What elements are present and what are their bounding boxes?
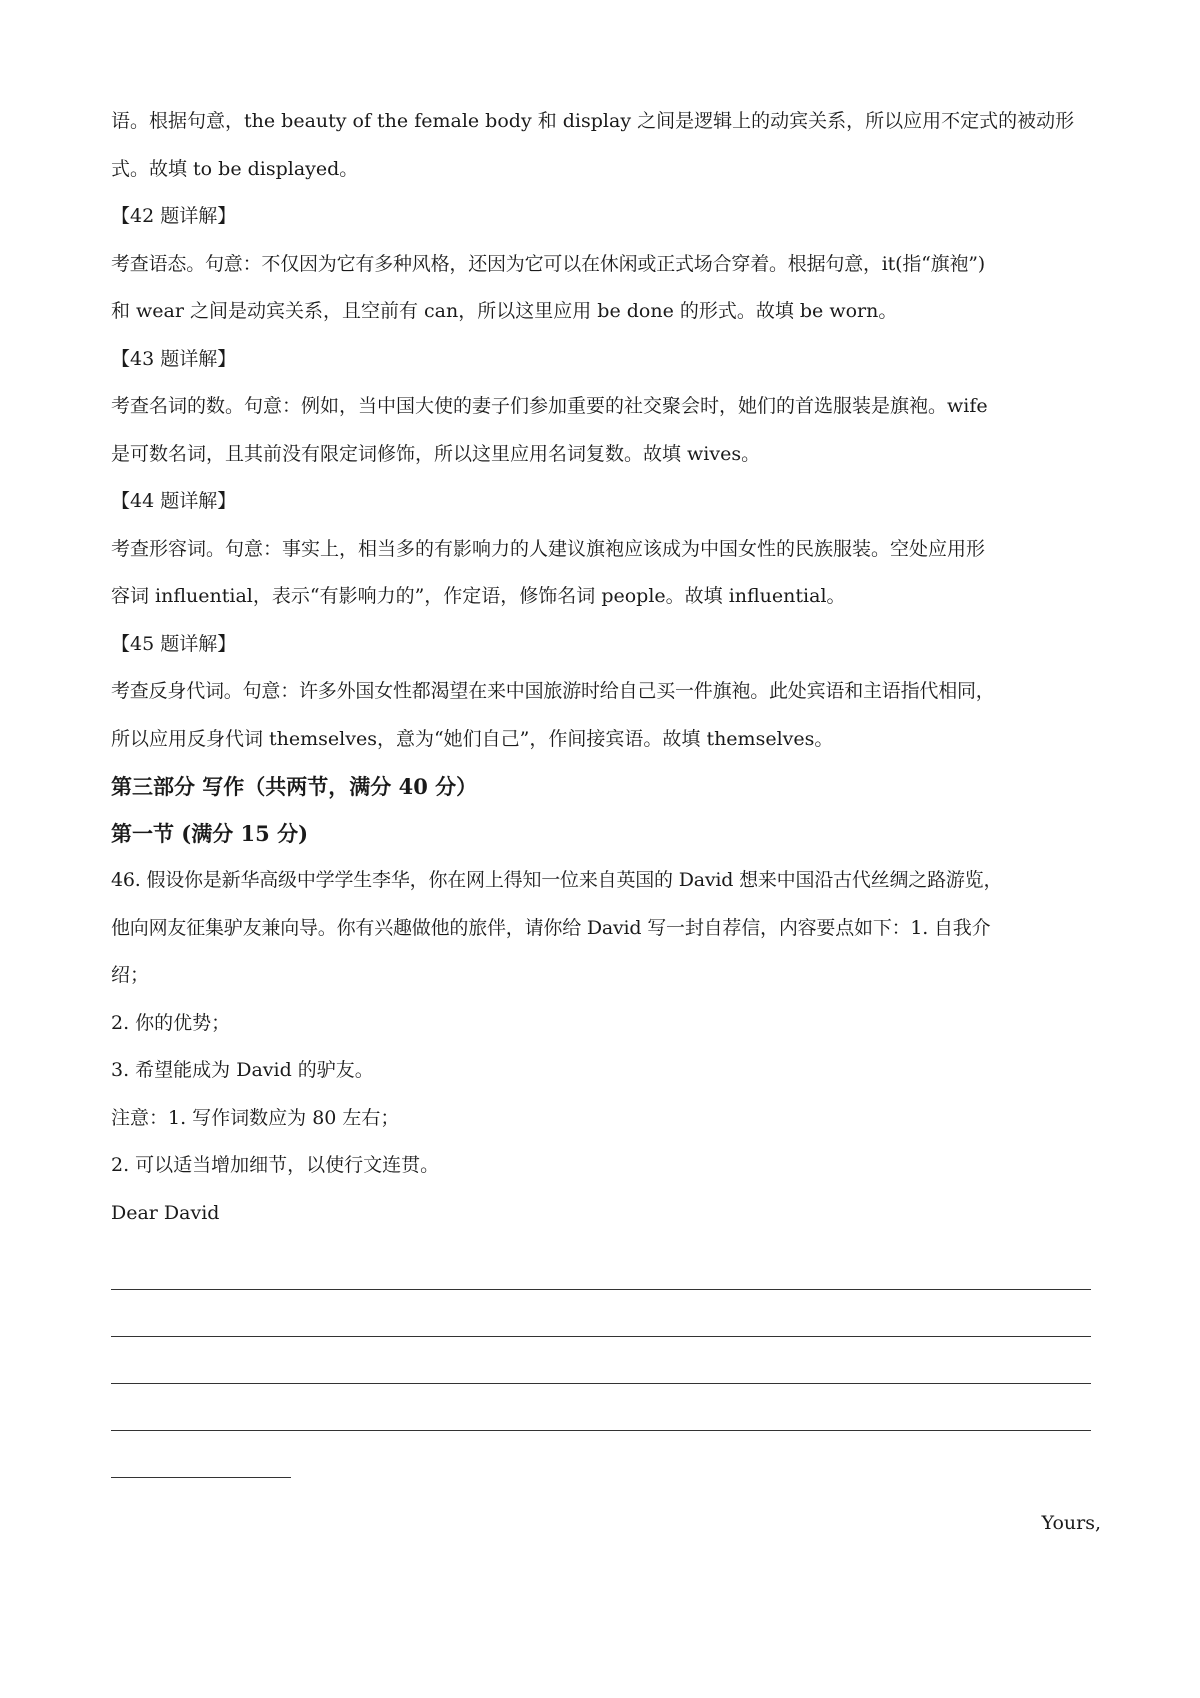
q46-prompt-line-3: 绍；	[111, 964, 150, 986]
q41-explanation-line-1: 语。根据句意，the beauty of the female body 和 display 之间是逻辑上的动宾关系，所以应用不定式的被动形	[111, 110, 1075, 132]
q46-point-2: 2. 你的优势；	[111, 1011, 231, 1034]
q42-explanation-line-2: 和 wear 之间是动宾关系，且空前有 can，所以这里应用 be done 的形式。故填 be worn。	[111, 300, 898, 322]
q44-heading: 【44 题详解】	[111, 490, 237, 512]
q43-explanation-line-1: 考查名词的数。句意：例如，当中国大使的妻子们参加重要的社交聚会时，她们的首选服装是旗袍。wife	[111, 395, 988, 417]
q42-heading: 【42 题详解】	[111, 205, 237, 227]
q44-explanation-line-1: 考查形容词。句意：事实上，相当多的有影响力的人建议旗袍应该成为中国女性的民族服装。空处应用形	[111, 537, 986, 560]
q43-heading: 【43 题详解】	[111, 347, 237, 370]
q46-prompt-line-2: 他向网友征集驴友兼向导。你有兴趣做他的旅伴，请你给 David 写一封自荐信，内容要点如下：1. 自我介	[111, 916, 991, 939]
part3-title: 第三部分 写作（共两节，满分 40 分）	[111, 774, 478, 799]
q45-explanation-line-2: 所以应用反身代词 themselves，意为“她们自己”，作间接宾语。故填 themselves。	[111, 727, 834, 750]
q46-prompt-line-1: 46. 假设你是新华高级中学学生李华，你在网上得知一位来自英国的 David 想来中国沿古代丝绸之路游览，	[111, 869, 1003, 891]
q45-heading: 【45 题详解】	[111, 632, 237, 655]
letter-closing: Yours,	[1041, 1512, 1101, 1534]
letter-greeting: Dear David	[111, 1201, 220, 1224]
q46-note-2: 2. 可以适当增加细节，以使行文连贯。	[111, 1154, 440, 1176]
q42-explanation-line-1: 考查语态。句意：不仅因为它有多种风格，还因为它可以在休闲或正式场合穿着。根据句意，it(指“旗袍”)	[111, 252, 985, 275]
q45-explanation-line-1: 考查反身代词。句意：许多外国女性都渴望在来中国旅游时给自己买一件旗袍。此处宾语和主语指代相同，	[111, 680, 995, 702]
q46-point-3: 3. 希望能成为 David 的驴友。	[111, 1059, 374, 1081]
q41-explanation-line-2: 式。故填 to be displayed。	[111, 157, 359, 180]
q44-explanation-line-2: 容词 influential，表示“有影响力的”，作定语，修饰名词 people。故填 influential。	[111, 585, 846, 607]
q46-note-1: 注意：1. 写作词数应为 80 左右；	[111, 1106, 400, 1129]
q43-explanation-line-2: 是可数名词，且其前没有限定词修饰，所以这里应用名词复数。故填 wives。	[111, 442, 761, 465]
document-page	[111, 98, 1101, 1534]
section1-title: 第一节 (满分 15 分)	[111, 821, 309, 846]
